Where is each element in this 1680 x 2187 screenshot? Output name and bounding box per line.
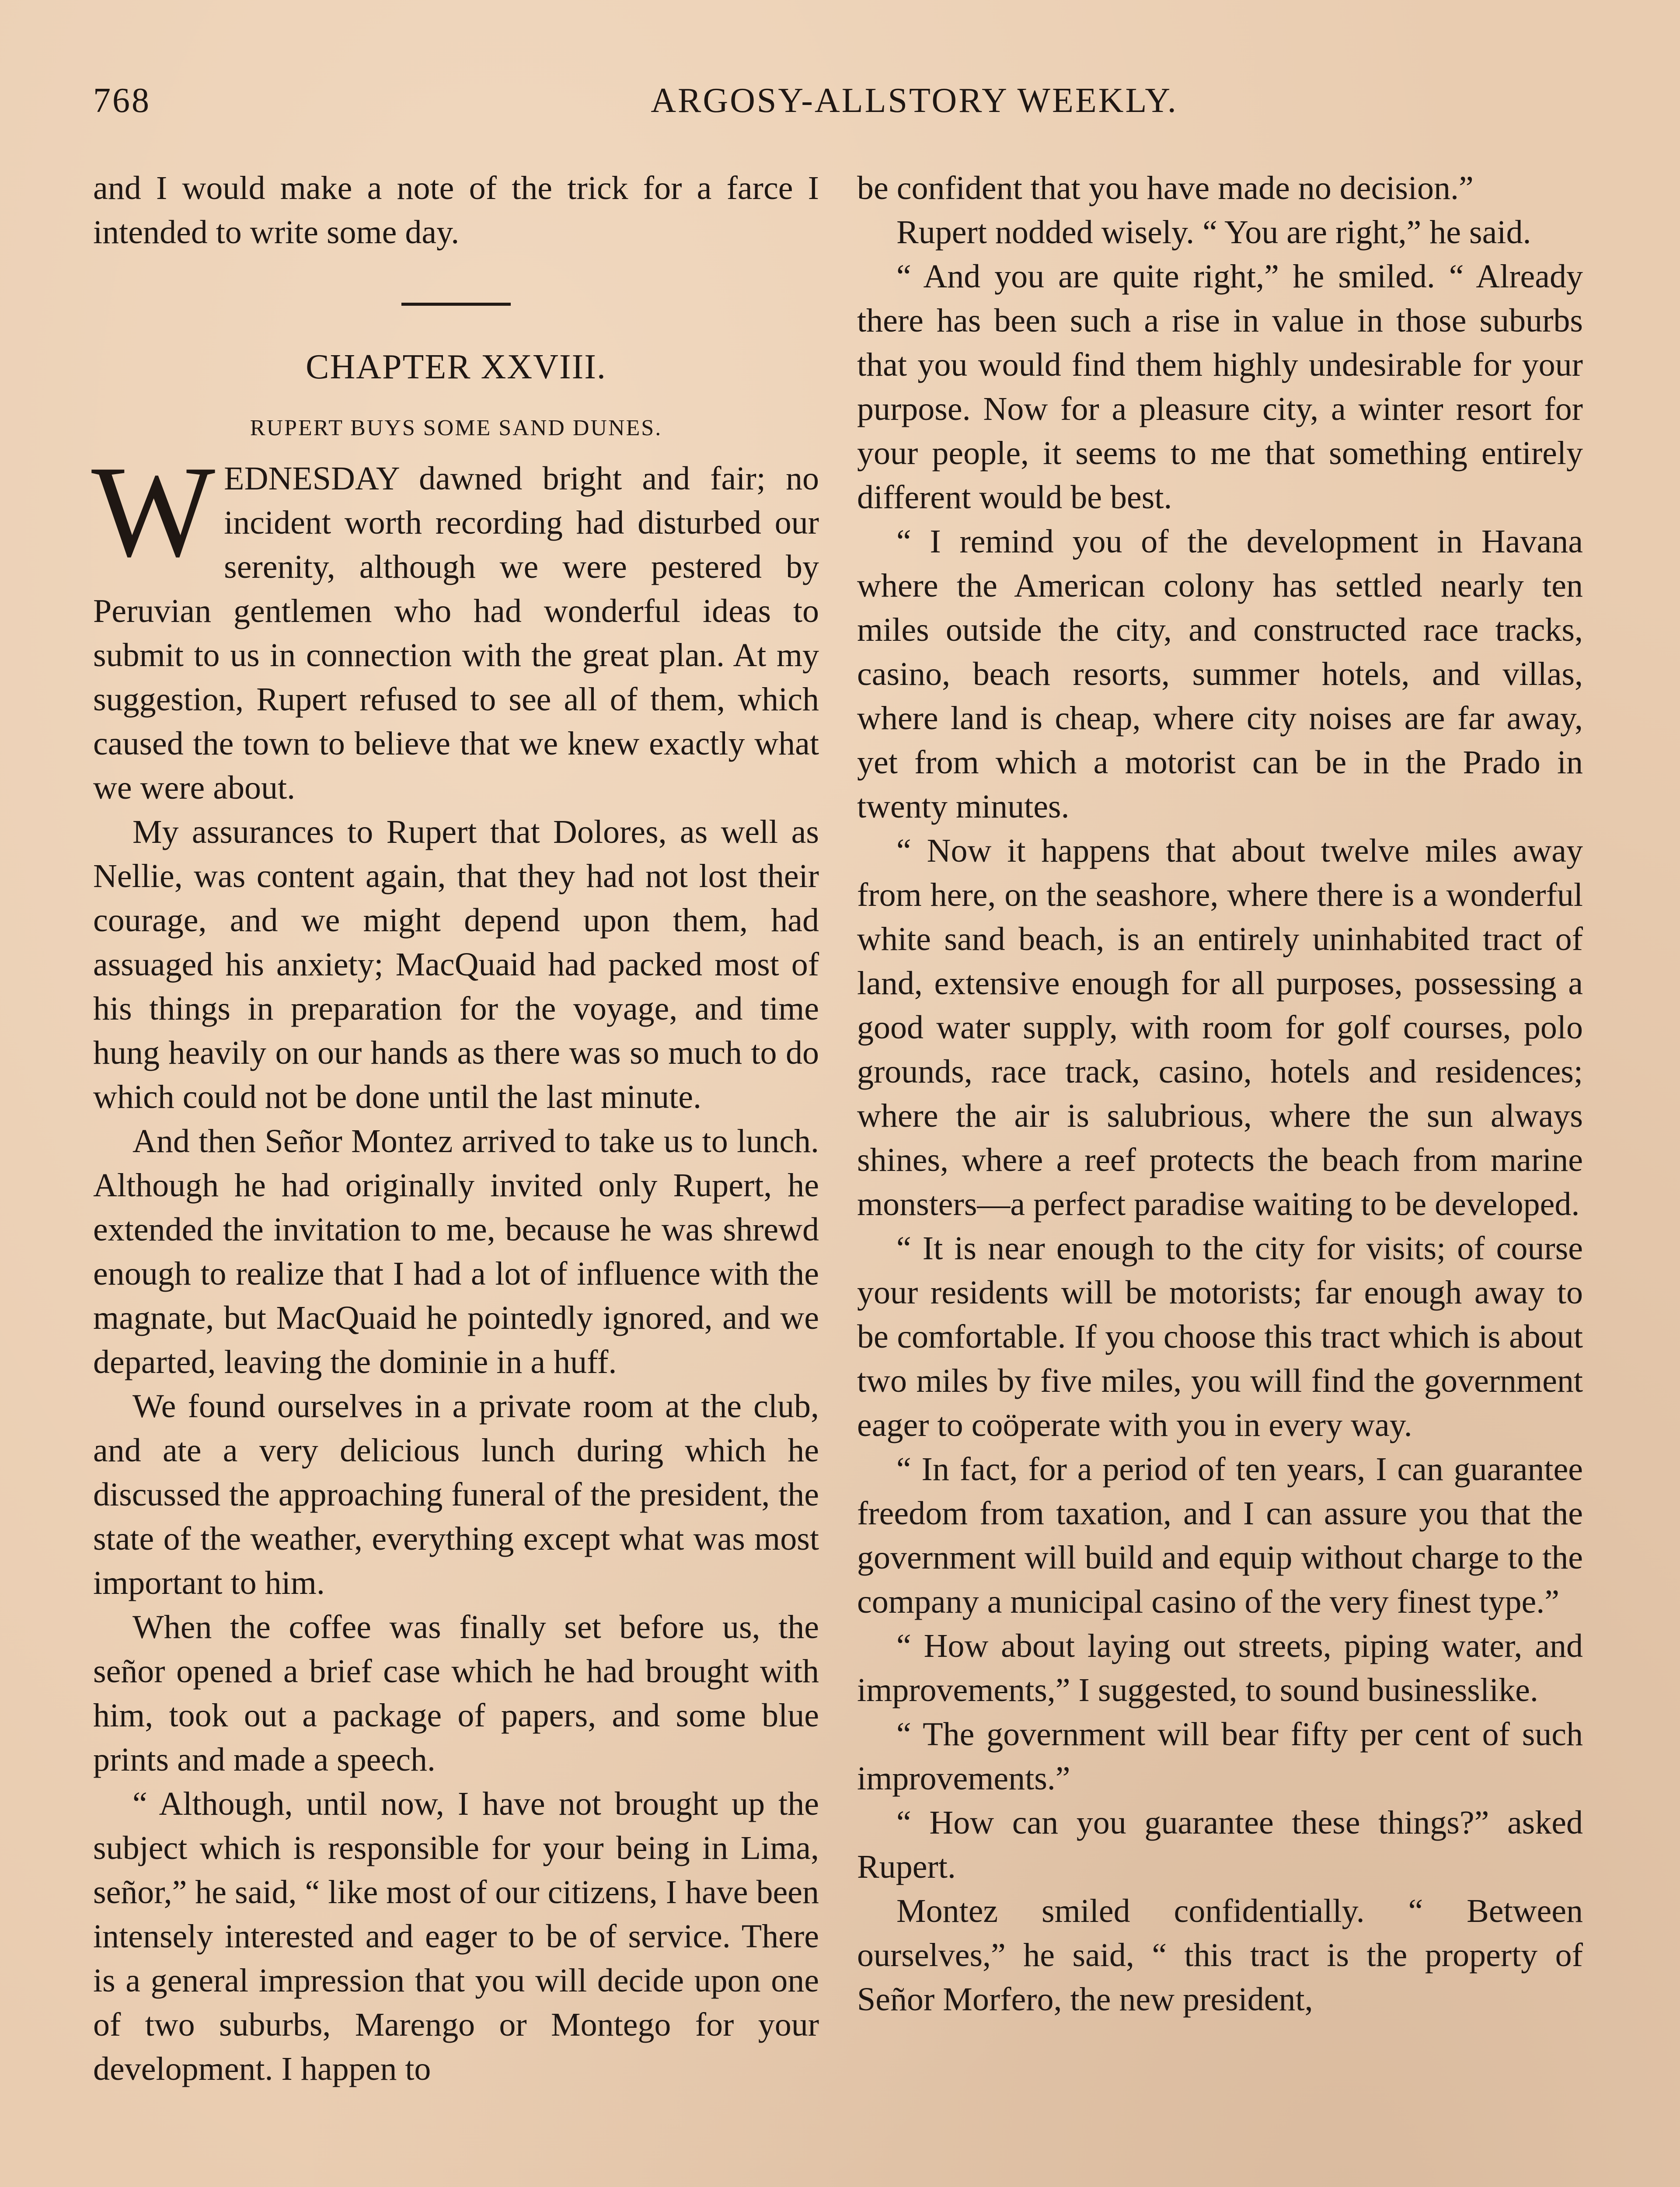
paragraph: “ How can you guarantee these things?” asked Rupert. [857, 1804, 1583, 1885]
chapter-title: CHAPTER XXVIII. [306, 348, 606, 386]
paragraph-continued: be confident that you have made no decision.” [857, 170, 1474, 206]
paragraph: “ How about laying out streets, piping water, and improvements,” I suggested, to sound businesslike. [857, 1628, 1583, 1708]
paragraph: “ Although, until now, I have not brought up the subject which is responsible for your being in Lima, señor,” he said, “ like most of our citizens, I have been intensely interested and eager to be of service. There is a general impression that you will decide upon one of two suburbs, Marengo or Montego for your development. I happen to [93, 1785, 819, 2087]
paragraph: “ In fact, for a period of ten years, I can guarantee freedom from taxation, and I can assure you that the government will build and equip without charge to the company a municipal casino of the very finest type.” [857, 1451, 1583, 1620]
section-divider [401, 303, 511, 306]
chapter-subtitle: RUPERT BUYS SOME SAND DUNES. [250, 416, 662, 440]
paragraph: Rupert nodded wisely. “ You are right,” he said. [896, 214, 1531, 251]
paragraph: When the coffee was finally set before us, the señor opened a brief case which he had brought with him, took out a package of papers, and some blue prints and made a speech. [93, 1609, 819, 1778]
drop-cap: W [91, 439, 216, 584]
left-column [93, 166, 819, 2091]
paragraph: We found ourselves in a private room at the club, and ate a very delicious lunch during which he discussed the approaching funeral of the president, the state of the weather, everything except what was most important to him. [93, 1388, 819, 1601]
paragraph-intro: and I would make a note of the trick for a farce I intended to write some day. [93, 170, 819, 251]
paragraph: “ And you are quite right,” he smiled. “ Already there has been such a rise in value in those suburbs that you would find them highly undesirable for your purpose. Now for a pleasure city, a winter resort for your people, it seems to me that something entirely different would be best. [857, 258, 1583, 516]
paragraph: “ I remind you of the development in Havana where the American colony has settled nearly ten miles outside the city, and constructed race tracks, casino, beach resorts, summer hotels, and villas, where land is cheap, where city noises are far away, yet from which a motorist can be in the Prado in twenty minutes. [857, 523, 1583, 825]
page-header [93, 81, 1587, 133]
paragraph: “ Now it happens that about twelve miles away from here, on the seashore, where there is a wonderful white sand beach, is an entirely uninhabited tract of land, extensive enough for all purposes, possessing a good water supply, with room for golf courses, polo grounds, race track, casino, hotels and residences; where the air is salubrious, where the sun always shines, where a reef protects the beach from marine monsters—a perfect paradise waiting to be developed. [857, 832, 1583, 1223]
paragraph-opening [91, 439, 819, 810]
running-title: ARGOSY-ALLSTORY WEEKLY. [651, 81, 1178, 120]
right-column [857, 166, 1583, 2022]
paragraph: “ It is near enough to the city for visits; of course your residents will be motorists; far enough away to be comfortable. If you choose this tract which is about two miles by five miles, you will find the government eager to coöperate with you in every way. [857, 1230, 1583, 1443]
paragraph: And then Señor Montez arrived to take us to lunch. Although he had originally invited only Rupert, he extended the invitation to me, because he was shrewd enough to realize that I had a lot of influence with the magnate, but MacQuaid he pointedly ignored, and we departed, leaving the dominie in a huff. [93, 1123, 819, 1380]
paragraph-opening-text: EDNESDAY dawned bright and fair; no incident worth recording had disturbed our serenity, although we were pestered by Peruvian gentlemen who had wonderful ideas to submit to us in connection with the great plan. At my suggestion, Rupert refused to see all of them, which caused the town to believe that we knew exactly what we were about. [93, 460, 819, 806]
paragraph: My assurances to Rupert that Dolores, as well as Nellie, was content again, that they had not lost their courage, and we might depend upon them, had assuaged his anxiety; MacQuaid had packed most of his things in preparation for the voyage, and time hung heavily on our hands as there was so much to do which could not be done until the last minute. [93, 814, 819, 1115]
paragraph: Montez smiled confidentially. “ Between ourselves,” he said, “ this tract is the property of Señor Morfero, the new president, [857, 1893, 1583, 2018]
paragraph: “ The government will bear fifty per cent of such improvements.” [857, 1716, 1583, 1797]
page-number: 768 [93, 81, 151, 120]
